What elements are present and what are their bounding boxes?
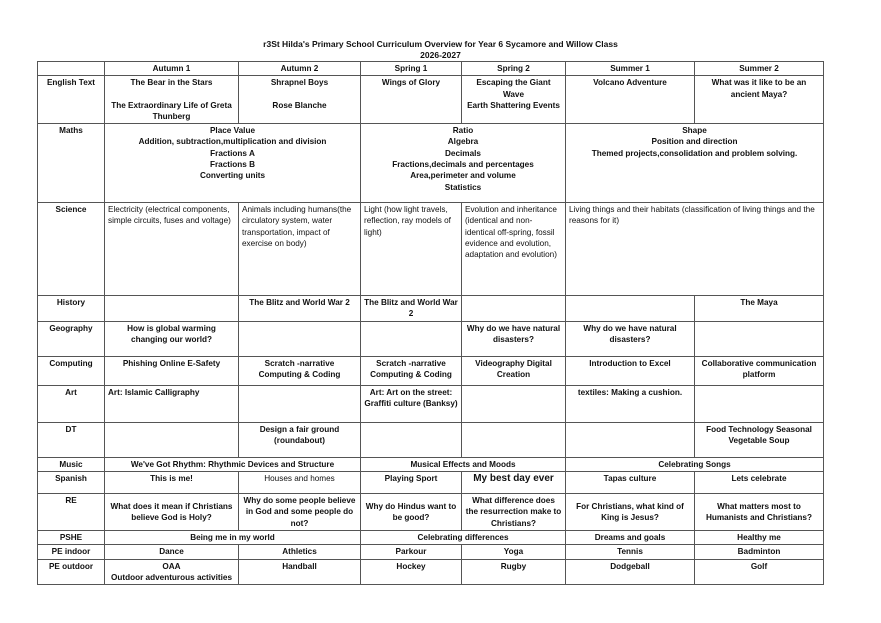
geography-summer1: Why do we have natural disasters?: [566, 321, 695, 356]
history-spring2: [462, 296, 566, 322]
re-autumn2: Why do some people believe in God and some people do not?: [239, 494, 361, 531]
pe-outdoor-autumn1: [105, 559, 239, 585]
pe-outdoor-spring1: Hockey: [361, 559, 462, 585]
term-header: Autumn 1: [105, 62, 239, 76]
dt-autumn2: Design a fair ground (roundabout): [239, 422, 361, 457]
maths-topic: Themed projects,consolidation and problem solving.: [591, 148, 798, 158]
maths-topic: Addition, subtraction,multiplication and division: [138, 137, 327, 147]
row-label: Geography: [38, 321, 105, 356]
spanish-spring2: My best day ever: [462, 472, 566, 494]
english-spring2: [462, 76, 566, 124]
pe-indoor-summer1: Tennis: [566, 545, 695, 559]
spanish-summer2: Lets celebrate: [695, 472, 824, 494]
row-label: Science: [38, 203, 105, 296]
art-row: [38, 385, 824, 422]
row-label: Music: [38, 457, 105, 471]
computing-autumn2: Scratch -narrative Computing & Coding: [239, 356, 361, 385]
maths-topic: Position and direction: [651, 137, 738, 147]
dt-row: [38, 422, 824, 457]
activity-name: Outdoor adventurous activities: [110, 572, 232, 582]
pe-outdoor-summer1: Dodgeball: [566, 559, 695, 585]
music-row: [38, 457, 824, 471]
science-spring2: Evolution and inheritance (identical and non-identical off-spring, fossil evidence and evolution, adaptation and evolution): [462, 203, 566, 296]
pshe-summer1: Dreams and goals: [566, 530, 695, 544]
book-title: Escaping the Giant Wave: [476, 78, 551, 99]
dt-summer2: Food Technology Seasonal Vegetable Soup: [695, 422, 824, 457]
music-summer: Celebrating Songs: [566, 457, 824, 471]
geography-spring1: [361, 321, 462, 356]
re-row: [38, 494, 824, 531]
music-spring: Musical Effects and Moods: [361, 457, 566, 471]
science-summer: Living things and their habitats (classification of living things and the reasons for it): [566, 203, 824, 296]
history-summer1: [566, 296, 695, 322]
term-header: Summer 2: [695, 62, 824, 76]
art-summer1: textiles: Making a cushion.: [566, 385, 695, 422]
geography-row: [38, 321, 824, 356]
history-row: [38, 296, 824, 322]
pshe-row: [38, 530, 824, 544]
re-summer2: What matters most to Humanists and Christians?: [695, 494, 824, 531]
computing-autumn1: Phishing Online E-Safety: [105, 356, 239, 385]
pshe-summer2: Healthy me: [695, 530, 824, 544]
geography-autumn2: [239, 321, 361, 356]
dt-spring1: [361, 422, 462, 457]
history-autumn1: [105, 296, 239, 322]
computing-row: [38, 356, 824, 385]
term-header: Spring 1: [361, 62, 462, 76]
english-autumn2: [239, 76, 361, 124]
term-header: Spring 2: [462, 62, 566, 76]
maths-topic: Fractions A: [210, 148, 255, 158]
geography-autumn1: How is global warming changing our world?: [105, 321, 239, 356]
pe-indoor-summer2: Badminton: [695, 545, 824, 559]
english-summer2: What was it like to be an ancient Maya?: [695, 76, 824, 124]
re-autumn1: What does it mean if Christians believe God is Holy?: [105, 494, 239, 531]
maths-topic: Area,perimeter and volume: [410, 171, 516, 181]
english-spring1: Wings of Glory: [361, 76, 462, 124]
spanish-spring1: Playing Sport: [361, 472, 462, 494]
pshe-autumn: Being me in my world: [105, 530, 361, 544]
dt-autumn1: [105, 422, 239, 457]
activity-name: OAA: [162, 561, 181, 571]
science-autumn2: Animals including humans(the circulatory system, water transportation, impact of exercise on body): [239, 203, 361, 296]
book-title: Rose Blanche: [272, 100, 327, 110]
pe-outdoor-summer2: Golf: [695, 559, 824, 585]
row-label: Maths: [38, 124, 105, 203]
book-title: The Extraordinary Life of Greta Thunberg: [111, 100, 232, 121]
history-autumn2: The Blitz and World War 2: [239, 296, 361, 322]
pe-indoor-spring2: Yoga: [462, 545, 566, 559]
book-title: Shrapnel Boys: [270, 78, 329, 88]
maths-autumn: [105, 124, 361, 203]
maths-topic: Place Value: [209, 126, 256, 136]
art-summer2: [695, 385, 824, 422]
history-spring1: The Blitz and World War 2: [361, 296, 462, 322]
maths-row: [38, 124, 824, 203]
pe-outdoor-row: [38, 559, 824, 585]
history-summer2: The Maya: [695, 296, 824, 322]
art-spring1: Art: Art on the street: Graffiti culture (Banksy): [361, 385, 462, 422]
maths-topic: Fractions,decimals and percentages: [392, 160, 534, 170]
curriculum-table: [37, 61, 824, 585]
row-label: Art: [38, 385, 105, 422]
english-autumn1: [105, 76, 239, 124]
maths-topic: Ratio: [452, 126, 474, 136]
english-summer1: Volcano Adventure: [566, 76, 695, 124]
computing-spring2: Videography Digital Creation: [462, 356, 566, 385]
maths-summer: [566, 124, 824, 203]
pe-outdoor-autumn2: Handball: [239, 559, 361, 585]
row-label: PE outdoor: [38, 559, 105, 585]
computing-spring1: Scratch -narrative Computing & Coding: [361, 356, 462, 385]
maths-topic: Algebra: [447, 137, 479, 147]
maths-topic: Fractions B: [209, 160, 256, 170]
maths-topic: Decimals: [445, 148, 481, 158]
music-autumn: We've Got Rhythm: Rhythmic Devices and Structure: [105, 457, 361, 471]
row-label: PE indoor: [38, 545, 105, 559]
book-title: The Bear in the Stars: [130, 78, 213, 88]
term-header: Summer 1: [566, 62, 695, 76]
row-label: PSHE: [38, 530, 105, 544]
row-label: Computing: [38, 356, 105, 385]
geography-summer2: [695, 321, 824, 356]
computing-summer2: Collaborative communication platform: [695, 356, 824, 385]
row-label: DT: [38, 422, 105, 457]
science-autumn1: Electricity (electrical components, simple circuits, fuses and voltage): [105, 203, 239, 296]
header-row: [38, 62, 824, 76]
art-spring2: [462, 385, 566, 422]
row-label: English Text: [38, 76, 105, 124]
maths-topic: Shape: [682, 126, 707, 136]
pe-indoor-autumn1: Dance: [105, 545, 239, 559]
maths-spring: [361, 124, 566, 203]
dt-summer1: [566, 422, 695, 457]
book-title: Earth Shattering Events: [467, 100, 560, 110]
pe-indoor-row: [38, 545, 824, 559]
corner-cell: [38, 62, 105, 76]
re-spring1: Why do Hindus want to be good?: [361, 494, 462, 531]
spanish-autumn2: Houses and homes: [239, 472, 361, 494]
science-spring1: Light (how light travels, reflection, ray models of light): [361, 203, 462, 296]
pe-indoor-spring1: Parkour: [361, 545, 462, 559]
row-label: History: [38, 296, 105, 322]
computing-summer1: Introduction to Excel: [566, 356, 695, 385]
re-spring2: What difference does the resurrection make to Christians?: [462, 494, 566, 531]
science-row: [38, 203, 824, 296]
document-title: r3St Hilda's Primary School Curriculum Overview for Year 6 Sycamore and Willow Class: [263, 39, 618, 49]
spanish-autumn1: This is me!: [105, 472, 239, 494]
spanish-summer1: Tapas culture: [566, 472, 695, 494]
maths-topic: Converting units: [199, 171, 266, 181]
art-autumn1: Art: Islamic Calligraphy: [105, 385, 239, 422]
art-autumn2: [239, 385, 361, 422]
pe-outdoor-spring2: Rugby: [462, 559, 566, 585]
maths-topic: Statistics: [444, 182, 482, 192]
term-header: Autumn 2: [239, 62, 361, 76]
pe-indoor-autumn2: Athletics: [239, 545, 361, 559]
geography-spring2: Why do we have natural disasters?: [462, 321, 566, 356]
dt-spring2: [462, 422, 566, 457]
spanish-row: [38, 472, 824, 494]
academic-year: 2026-2027: [420, 50, 461, 60]
row-label: Spanish: [38, 472, 105, 494]
re-summer1: For Christians, what kind of King is Jesus?: [566, 494, 695, 531]
english-row: [38, 76, 824, 124]
pshe-spring: Celebrating differences: [361, 530, 566, 544]
row-label: RE: [38, 494, 105, 531]
